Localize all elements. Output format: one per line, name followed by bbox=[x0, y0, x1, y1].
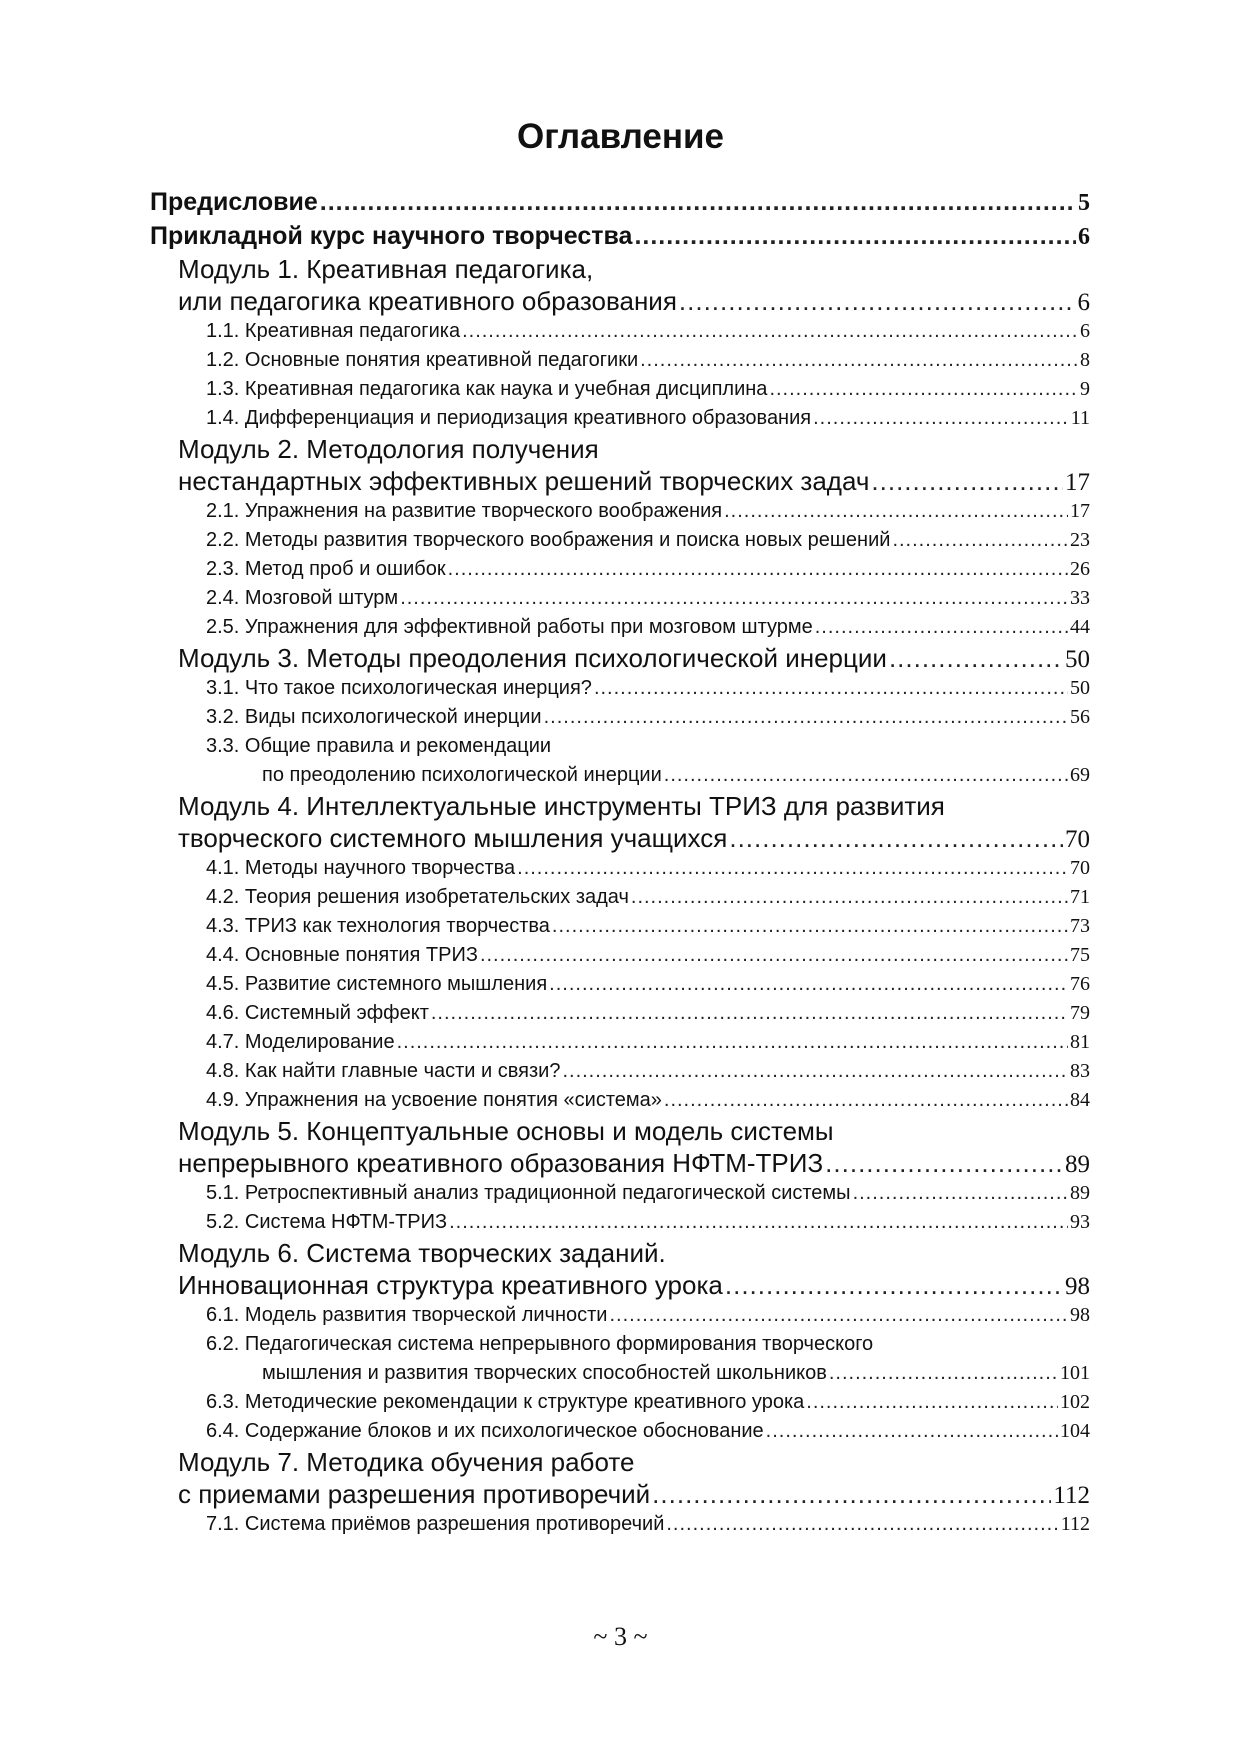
toc-entry[interactable] bbox=[150, 790, 1090, 854]
toc-page-number: 70 bbox=[1070, 857, 1090, 879]
toc-entry-text: Модуль 3. Методы преодоления психологической инерции bbox=[178, 643, 887, 673]
toc-entry-text: 4.4. Основные понятия ТРИЗ bbox=[206, 944, 478, 966]
toc-page-number: 50 bbox=[1065, 646, 1090, 673]
toc-entry[interactable] bbox=[150, 404, 1090, 433]
toc-entry-text: по преодолению психологической инерции bbox=[262, 764, 662, 786]
dot-leader bbox=[725, 1269, 1063, 1301]
toc-entry-text: 2.5. Упражнения для эффективной работы при мозговом штурме bbox=[206, 616, 813, 638]
dot-leader bbox=[664, 761, 1068, 790]
toc-entry[interactable] bbox=[150, 584, 1090, 613]
dot-leader bbox=[679, 285, 1076, 317]
dot-leader bbox=[729, 822, 1063, 854]
toc-page-number: 26 bbox=[1070, 558, 1090, 580]
toc-entry-text: Модуль 6. Система творческих заданий. bbox=[178, 1238, 666, 1268]
toc-entry[interactable] bbox=[150, 1417, 1090, 1446]
toc-entry[interactable] bbox=[150, 1446, 1090, 1510]
toc-entry[interactable] bbox=[150, 526, 1090, 555]
toc-page-number: 75 bbox=[1070, 944, 1090, 966]
toc-page-number: 112 bbox=[1053, 1482, 1090, 1509]
toc-entry-text: Модуль 2. Методология получения bbox=[178, 434, 599, 464]
toc-entry-text: 2.3. Метод проб и ошибок bbox=[206, 558, 446, 580]
toc-entry[interactable] bbox=[150, 1179, 1090, 1208]
toc-page-number: 6 bbox=[1078, 224, 1090, 250]
dot-leader bbox=[609, 1301, 1068, 1330]
toc-page-number: 98 bbox=[1070, 1304, 1090, 1326]
toc-entry-text: 4.5. Развитие системного мышления bbox=[206, 973, 548, 995]
dot-leader bbox=[462, 317, 1078, 346]
toc-page-number: 89 bbox=[1070, 1182, 1090, 1204]
toc-entry[interactable] bbox=[150, 185, 1090, 219]
toc-entry[interactable] bbox=[150, 674, 1090, 703]
toc-entry[interactable] bbox=[150, 1301, 1090, 1330]
toc-entry[interactable] bbox=[150, 1028, 1090, 1057]
toc-page-number: 101 bbox=[1060, 1362, 1090, 1384]
toc-page-number: 17 bbox=[1070, 500, 1090, 522]
toc-entry[interactable] bbox=[150, 1086, 1090, 1115]
toc-entry-text: 3.1. Что такое психологическая инерция? bbox=[206, 677, 592, 699]
toc-entry-text: 2.1. Упражнения на развитие творческого воображения bbox=[206, 500, 723, 522]
toc-entry-text: 4.3. ТРИЗ как технология творчества bbox=[206, 915, 550, 937]
toc-entry-text: Инновационная структура креативного урока bbox=[178, 1270, 723, 1300]
toc-entry-text: Модуль 4. Интеллектуальные инструменты ТРИЗ для развития bbox=[178, 791, 945, 821]
dot-leader bbox=[448, 555, 1068, 584]
dot-leader bbox=[431, 999, 1068, 1028]
dot-leader bbox=[829, 1359, 1058, 1388]
page-title: Оглавление bbox=[516, 117, 725, 156]
toc-entry[interactable] bbox=[150, 433, 1090, 497]
toc-page-number: 79 bbox=[1070, 1002, 1090, 1024]
toc-entry[interactable] bbox=[150, 346, 1090, 375]
toc-page-number: 102 bbox=[1060, 1391, 1090, 1413]
dot-leader bbox=[631, 883, 1068, 912]
toc-page-number: 71 bbox=[1070, 886, 1090, 908]
toc-entry-text: 6.3. Методические рекомендации к структуре креативного урока bbox=[206, 1391, 805, 1413]
dot-leader bbox=[666, 1510, 1058, 1539]
toc-entry[interactable] bbox=[150, 1330, 1090, 1388]
toc-page-number: 73 bbox=[1070, 915, 1090, 937]
toc-entry-text: мышления и развития творческих способностей школьников bbox=[262, 1362, 827, 1384]
toc-page-number: 104 bbox=[1060, 1420, 1090, 1442]
dot-leader bbox=[853, 1179, 1068, 1208]
dot-leader bbox=[766, 1417, 1058, 1446]
toc-entry[interactable] bbox=[150, 497, 1090, 526]
toc-entry-text: 6.2. Педагогическая система непрерывного формирования творческого bbox=[206, 1333, 874, 1355]
toc-page-number: 56 bbox=[1070, 706, 1090, 728]
toc-page-number: 76 bbox=[1070, 973, 1090, 995]
dot-leader bbox=[400, 584, 1068, 613]
toc-page-number: 33 bbox=[1070, 587, 1090, 609]
dot-leader bbox=[562, 1057, 1068, 1086]
toc-entry-text: с приемами разрешения противоречий bbox=[178, 1479, 651, 1509]
page-number: ~ 3 ~ bbox=[593, 1622, 648, 1651]
toc-entry-text: 4.9. Упражнения на усвоение понятия «система» bbox=[206, 1089, 662, 1111]
dot-leader bbox=[652, 1478, 1051, 1510]
toc-entry[interactable] bbox=[150, 1208, 1090, 1237]
table-of-contents bbox=[150, 185, 1090, 1539]
toc-page-number: 84 bbox=[1070, 1089, 1090, 1111]
dot-leader bbox=[480, 941, 1068, 970]
toc-entry-text: 4.7. Моделирование bbox=[206, 1031, 395, 1053]
dot-leader bbox=[320, 185, 1076, 219]
toc-entry-text: 6.1. Модель развития творческой личности bbox=[206, 1304, 608, 1326]
dot-leader bbox=[769, 375, 1078, 404]
dot-leader bbox=[397, 1028, 1068, 1057]
toc-entry-text: 6.4. Содержание блоков и их психологическое обоснование bbox=[206, 1420, 764, 1442]
toc-entry-text: непрерывного креативного образования НФТМ-ТРИЗ bbox=[178, 1148, 824, 1178]
toc-entry[interactable] bbox=[150, 703, 1090, 732]
toc-entry-text: 1.1. Креативная педагогика bbox=[206, 320, 461, 342]
toc-entry[interactable] bbox=[150, 1115, 1090, 1179]
toc-entry[interactable] bbox=[150, 941, 1090, 970]
toc-entry[interactable] bbox=[150, 253, 1090, 317]
toc-entry[interactable] bbox=[150, 317, 1090, 346]
dot-leader bbox=[889, 642, 1063, 674]
dot-leader bbox=[813, 404, 1069, 433]
toc-entry-text: 1.3. Креативная педагогика как наука и учебная дисциплина bbox=[206, 378, 768, 400]
toc-entry[interactable] bbox=[150, 1510, 1090, 1539]
toc-entry-text: 4.2. Теория решения изобретательских задач bbox=[206, 886, 629, 908]
toc-page-number: 83 bbox=[1070, 1060, 1090, 1082]
toc-entry[interactable] bbox=[150, 1057, 1090, 1086]
toc-entry[interactable] bbox=[150, 642, 1090, 674]
toc-page-number: 6 bbox=[1080, 320, 1090, 342]
toc-page-number: 81 bbox=[1070, 1031, 1090, 1053]
toc-page-number: 9 bbox=[1080, 378, 1090, 400]
toc-entry-text: 5.2. Система НФТМ-ТРИЗ bbox=[206, 1211, 448, 1233]
toc-page-number: 98 bbox=[1065, 1273, 1090, 1300]
dot-leader bbox=[806, 1388, 1058, 1417]
toc-entry[interactable] bbox=[150, 999, 1090, 1028]
toc-page-number: 70 bbox=[1065, 826, 1090, 853]
toc-entry-text: Модуль 1. Креативная педагогика, bbox=[178, 254, 594, 284]
toc-page-number: 50 bbox=[1070, 677, 1090, 699]
toc-entry-text: 4.1. Методы научного творчества bbox=[206, 857, 516, 879]
dot-leader bbox=[825, 1147, 1063, 1179]
dot-leader bbox=[549, 970, 1068, 999]
toc-entry-text: творческого системного мышления учащихся bbox=[178, 823, 728, 853]
toc-entry-text: нестандартных эффективных решений творческих задач bbox=[178, 466, 870, 496]
dot-leader bbox=[815, 613, 1068, 642]
toc-page-number: 11 bbox=[1070, 407, 1090, 429]
toc-entry[interactable] bbox=[150, 613, 1090, 642]
toc-entry-text: Предисловие bbox=[150, 188, 318, 216]
toc-entry[interactable] bbox=[150, 883, 1090, 912]
toc-entry-text: Модуль 7. Методика обучения работе bbox=[178, 1447, 635, 1477]
toc-entry-text: Модуль 5. Концептуальные основы и модель системы bbox=[178, 1116, 834, 1146]
toc-entry-text: 4.6. Системный эффект bbox=[206, 1002, 429, 1024]
toc-entry-text: 7.1. Система приёмов разрешения противоречий bbox=[206, 1513, 665, 1535]
toc-entry[interactable] bbox=[150, 375, 1090, 404]
toc-entry-text: 4.8. Как найти главные части и связи? bbox=[206, 1060, 561, 1082]
toc-entry[interactable] bbox=[150, 912, 1090, 941]
toc-page-number: 17 bbox=[1065, 469, 1090, 496]
toc-entry[interactable] bbox=[150, 1388, 1090, 1417]
toc-entry-text: 5.1. Ретроспективный анализ традиционной педагогической системы bbox=[206, 1182, 851, 1204]
toc-entry-text: Прикладной курс научного творчества bbox=[150, 222, 633, 250]
dot-leader bbox=[724, 497, 1068, 526]
toc-page-number: 23 bbox=[1070, 529, 1090, 551]
toc-page-number: 6 bbox=[1077, 289, 1090, 316]
dot-leader bbox=[517, 854, 1068, 883]
dot-leader bbox=[634, 219, 1076, 253]
dot-leader bbox=[871, 465, 1063, 497]
toc-entry[interactable] bbox=[150, 555, 1090, 584]
dot-leader bbox=[544, 703, 1068, 732]
toc-page-number: 93 bbox=[1070, 1211, 1090, 1233]
dot-leader bbox=[664, 1086, 1068, 1115]
toc-entry-text: или педагогика креативного образования bbox=[178, 286, 677, 316]
toc-page-number: 112 bbox=[1060, 1513, 1090, 1535]
dot-leader bbox=[552, 912, 1068, 941]
dot-leader bbox=[594, 674, 1068, 703]
toc-entry[interactable] bbox=[150, 219, 1090, 253]
toc-entry[interactable] bbox=[150, 854, 1090, 883]
toc-entry-text: 3.2. Виды психологической инерции bbox=[206, 706, 542, 728]
dot-leader bbox=[449, 1208, 1068, 1237]
toc-page-number: 44 bbox=[1070, 616, 1090, 638]
toc-page-number: 8 bbox=[1080, 349, 1090, 371]
toc-entry[interactable] bbox=[150, 970, 1090, 999]
dot-leader bbox=[640, 346, 1078, 375]
toc-entry-text: 1.4. Дифференциация и периодизация креативного образования bbox=[206, 407, 812, 429]
toc-entry-text: 1.2. Основные понятия креативной педагогики bbox=[206, 349, 639, 371]
toc-page-number: 89 bbox=[1065, 1151, 1090, 1178]
toc-entry-text: 2.4. Мозговой штурм bbox=[206, 587, 399, 609]
toc-entry[interactable] bbox=[150, 732, 1090, 790]
toc-entry-text: 3.3. Общие правила и рекомендации bbox=[206, 735, 552, 757]
toc-entry[interactable] bbox=[150, 1237, 1090, 1301]
toc-page-number: 5 bbox=[1078, 190, 1090, 216]
toc-page-number: 69 bbox=[1070, 764, 1090, 786]
dot-leader bbox=[892, 526, 1068, 555]
toc-entry-text: 2.2. Методы развития творческого воображения и поиска новых решений bbox=[206, 529, 891, 551]
